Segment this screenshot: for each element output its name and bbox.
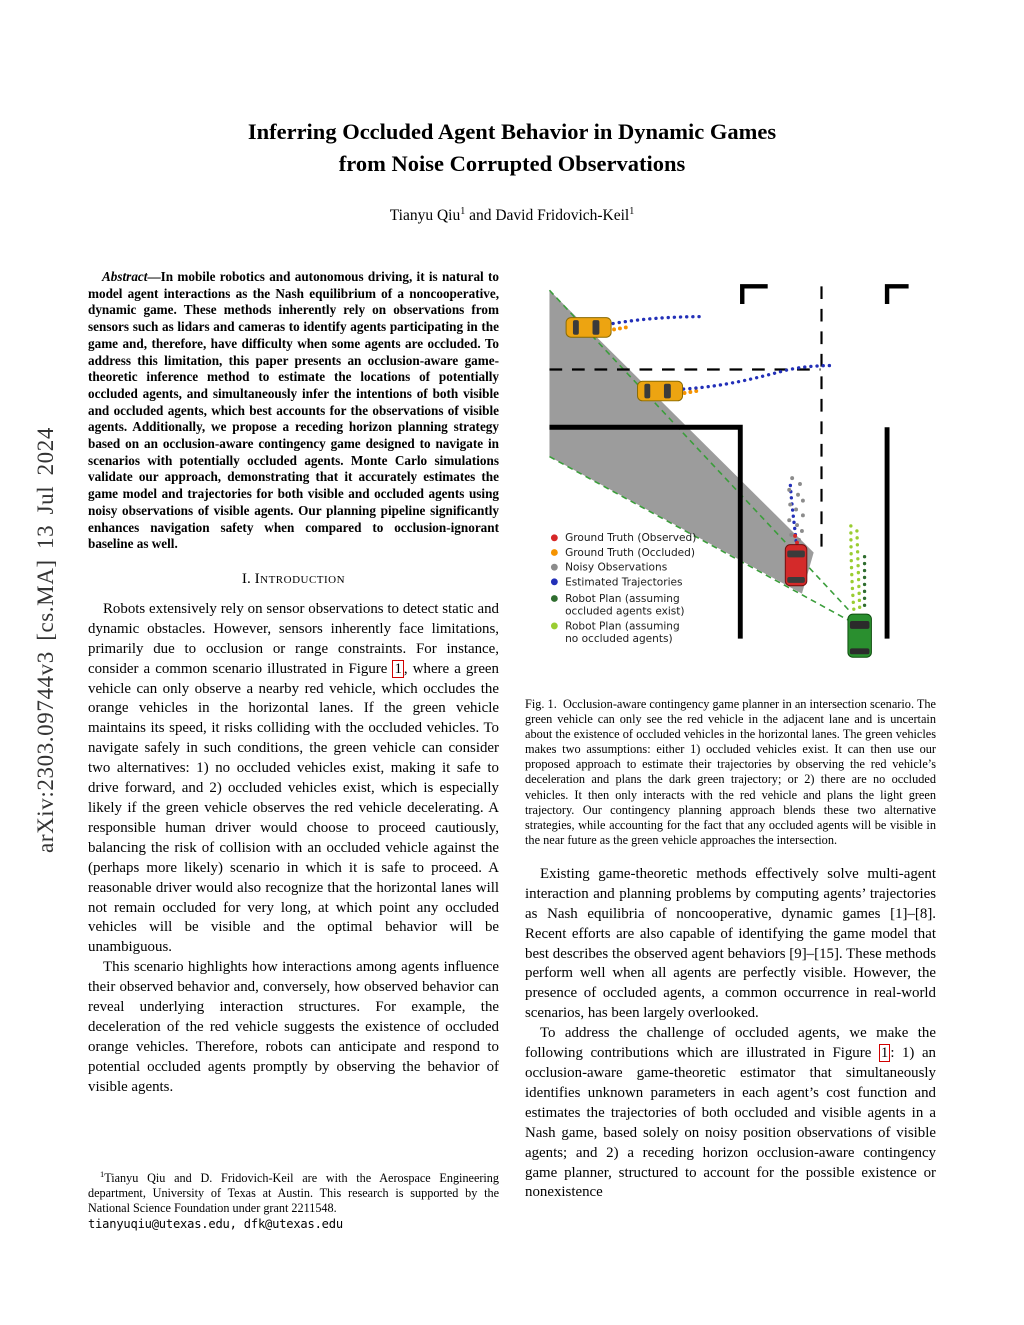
author-1-affiliation-mark: 1 (460, 206, 466, 217)
right-column (525, 265, 936, 1232)
figure-caption-text: Occlusion-aware contingency game planner in an intersection scenario. The green vehicle can only see the red vehicle in the adjacent lane and is uncertain about the existence of occluded vehicles in the horizontal lanes. The green vehicles makes two assumptions: either 1) occluded vehicles exist. It can then use our proposed approach to estimate their trajectories by observing the red vehicle’s deceleration and plans the dark green trajectory; or 2) there are no occluded vehicles. It then only interacts with the red vehicle and plans the light green trajectory. Our contingency planning approach blends these two alternative strategies, while accounting for the fact that any occluded agents will be visible in the near future as the green vehicle approaches the intersection. (525, 697, 936, 847)
related-work-paragraph: Existing game-theoretic methods effectively solve multi-agent interaction and planning problems by computing agents’ trajectories as Nash equilibria of noncooperative, dynamic games [1]–[8]. Recent efforts are also capable of identifying the game model that best describes the observed agent behaviors [9]–[15]. These methods perform well when all agents are perfectly visible. However, the presence of occluded agents, a common occurrence in real-world scenarios, has been largely overlooked. (525, 865, 936, 1022)
intersection-corner-right (887, 286, 909, 304)
robot-plan-no-occluded (851, 525, 860, 609)
abstract-paragraph (88, 269, 499, 553)
author-1: Tianyu Qiu (389, 207, 461, 225)
author-2-affiliation-mark: 1 (629, 206, 635, 217)
contributions-pre: To address the challenge of occluded agents, we make the following contributions which are illustrated in Figure (525, 1025, 936, 1062)
legend-label-gt-observed: Ground Truth (Observed) (565, 532, 697, 545)
section-number: I. (241, 569, 251, 587)
left-column (88, 265, 499, 1232)
abstract-dash: — (147, 269, 161, 284)
car-rear-window (787, 577, 805, 583)
author-2: David Fridovich-Keil (495, 207, 630, 225)
car-rear-window (850, 648, 870, 654)
paper-title-line1: Inferring Occluded Agent Behavior in Dynamic Games (247, 119, 777, 144)
footnote-emails: tianyuqiu@utexas.edu, dfk@utexas.edu (88, 1216, 343, 1231)
legend-label-plan-no-occluded-line2: no occluded agents) (565, 633, 673, 646)
legend-marker-estimated-trajectories (551, 578, 558, 585)
legend-label-estimated-trajectories: Estimated Trajectories (565, 576, 683, 589)
legend-marker-gt-occluded (551, 549, 558, 556)
paper-title (0, 116, 1024, 180)
intro-p1-post: , where a green vehicle can only observe a nearby red vehicle, which occludes the orange vehicles in the horizontal lanes. If the green vehicle maintains its speed, it risks colliding with the occluded vehicles. To navigate safely in such conditions, the green vehicle can consider two alternatives: 1) no occluded vehicles exist, making it safe to drive forward, and 2) occluded vehicles exist, which is especially likely if the green vehicle observes the red vehicle decelerating. A responsible human driver would choose to proceed cautiously, balancing the risk of collision with an occluded vehicle against the (perhaps more likely) scenario in which it is safe to proceed. A reasonable driver would also recognize that the horizontal lanes will not remain occluded for very long, at which point any occluded vehicles will be visible and the optimal behavior will be unambiguous. (88, 660, 499, 956)
footnote-marker: 1 (100, 1168, 105, 1179)
section-heading-introduction (88, 570, 499, 588)
estimated-trajectory-occluded-car-1 (613, 317, 702, 324)
visible-red-car (785, 545, 807, 586)
car-rear-window (644, 384, 650, 399)
intersection-corner-left (742, 286, 767, 304)
footnote-text: Tianyu Qiu and D. Fridovich-Keil are with the Aerospace Engineering department, University of Texas at Austin. This research is supported by the National Science Foundation under grant 2211548. (88, 1170, 499, 1216)
legend-marker-gt-observed (551, 534, 558, 541)
figure-1-reference-2[interactable]: 1 (880, 1045, 889, 1062)
intro-p1-pre: Robots extensively rely on sensor observations to detect static and dynamic obstacles. However, sensors inherently face limitations, primarily due to occlusion or range constraints. For instance, consider a common scenario illustrated in Figure (88, 600, 499, 677)
figure-1-caption (525, 697, 936, 848)
figure-legend (551, 532, 696, 645)
car-windshield (850, 621, 870, 629)
figure-caption-label: Fig. 1. (525, 697, 557, 711)
figure-1-intersection-scene (525, 278, 936, 690)
legend-marker-plan-occluded-exist (551, 595, 558, 602)
contributions-post: : 1) an occlusion-aware game-theoretic estimator that simultaneously identifies unknown parameters in each agent’s cost function and estimates the trajectories of both occluded and visible agents in a Nash game, based solely on noisy position observations of visible agents; and 2) a receding horizon occlusion-aware contingency game planner, structured to account for the possible existence or nonexistence (525, 1045, 936, 1201)
section-title: Introduction (254, 569, 346, 587)
paper-title-line2: from Noise Corrupted Observations (338, 150, 686, 176)
intro-paragraph-2: This scenario highlights how interactions among agents influence their observed behavior and, conversely, how observed behavior can reveal underlying interaction structures. For example, the deceleration of the red vehicle suggests the existence of occluded orange vehicles. Therefore, robots can anticipate and respond to potential occluded agents promptly by observing the behavior of visible agents. (88, 959, 499, 1095)
intro-paragraph-1 (88, 600, 499, 958)
occluded-car-1 (566, 318, 611, 338)
car-windshield (787, 551, 805, 558)
footnote (88, 1167, 499, 1232)
arxiv-watermark: arXiv:2303.09744v3 [cs.MA] 13 Jul 2024 (33, 427, 58, 853)
car-windshield (593, 320, 600, 335)
author-separator: and (465, 207, 496, 225)
ego-green-car (848, 614, 871, 657)
abstract-label: Abstract (102, 269, 148, 284)
legend-label-plan-occluded-exist-line2: occluded agents exist) (565, 605, 685, 618)
contributions-paragraph (525, 1024, 936, 1203)
legend-label-plan-no-occluded-line1: Robot Plan (assuming (565, 620, 680, 633)
legend-label-gt-occluded: Ground Truth (Occluded) (565, 546, 695, 559)
two-column-body (88, 265, 936, 1232)
figure-1-reference[interactable]: 1 (394, 660, 402, 677)
legend-marker-noisy-observations (551, 564, 558, 571)
abstract-text: In mobile robotics and autonomous driving, it is natural to model agent interactions as the Nash equilibrium of a noncooperative, dynamic game. These methods inherently rely on observations from sensors such as lidars and cameras to identify agents participating in the game and, therefore, have difficulty when some agents are occluded. To address this limitation, this paper presents an occlusion-aware game-theoretic inference method to estimate the locations of potentially occluded agents, and simultaneously infer the intentions of both visible and occluded agents, which best accounts for the observations of visible agents. Additionally, we propose a receding horizon planning strategy based on an occlusion-aware contingency game designed to navigate in scenarios with potentially occluded agents. Monte Carlo simulations validate our approach, demonstrating that it accurately estimates the game model and trajectories for both visible and occluded agents using noisy observations of visible agents. Our planning pipeline significantly enhances navigation safety when compared to occlusion-ignorant baseline as well. (88, 269, 499, 552)
legend-marker-plan-no-occluded (551, 622, 558, 629)
authors-line (0, 206, 1024, 225)
car-windshield (664, 384, 671, 399)
legend-label-plan-occluded-exist-line1: Robot Plan (assuming (565, 592, 680, 605)
figure-1 (525, 278, 936, 695)
car-rear-window (573, 320, 579, 335)
legend-label-noisy-observations: Noisy Observations (565, 561, 668, 574)
occluded-car-2 (638, 381, 683, 401)
